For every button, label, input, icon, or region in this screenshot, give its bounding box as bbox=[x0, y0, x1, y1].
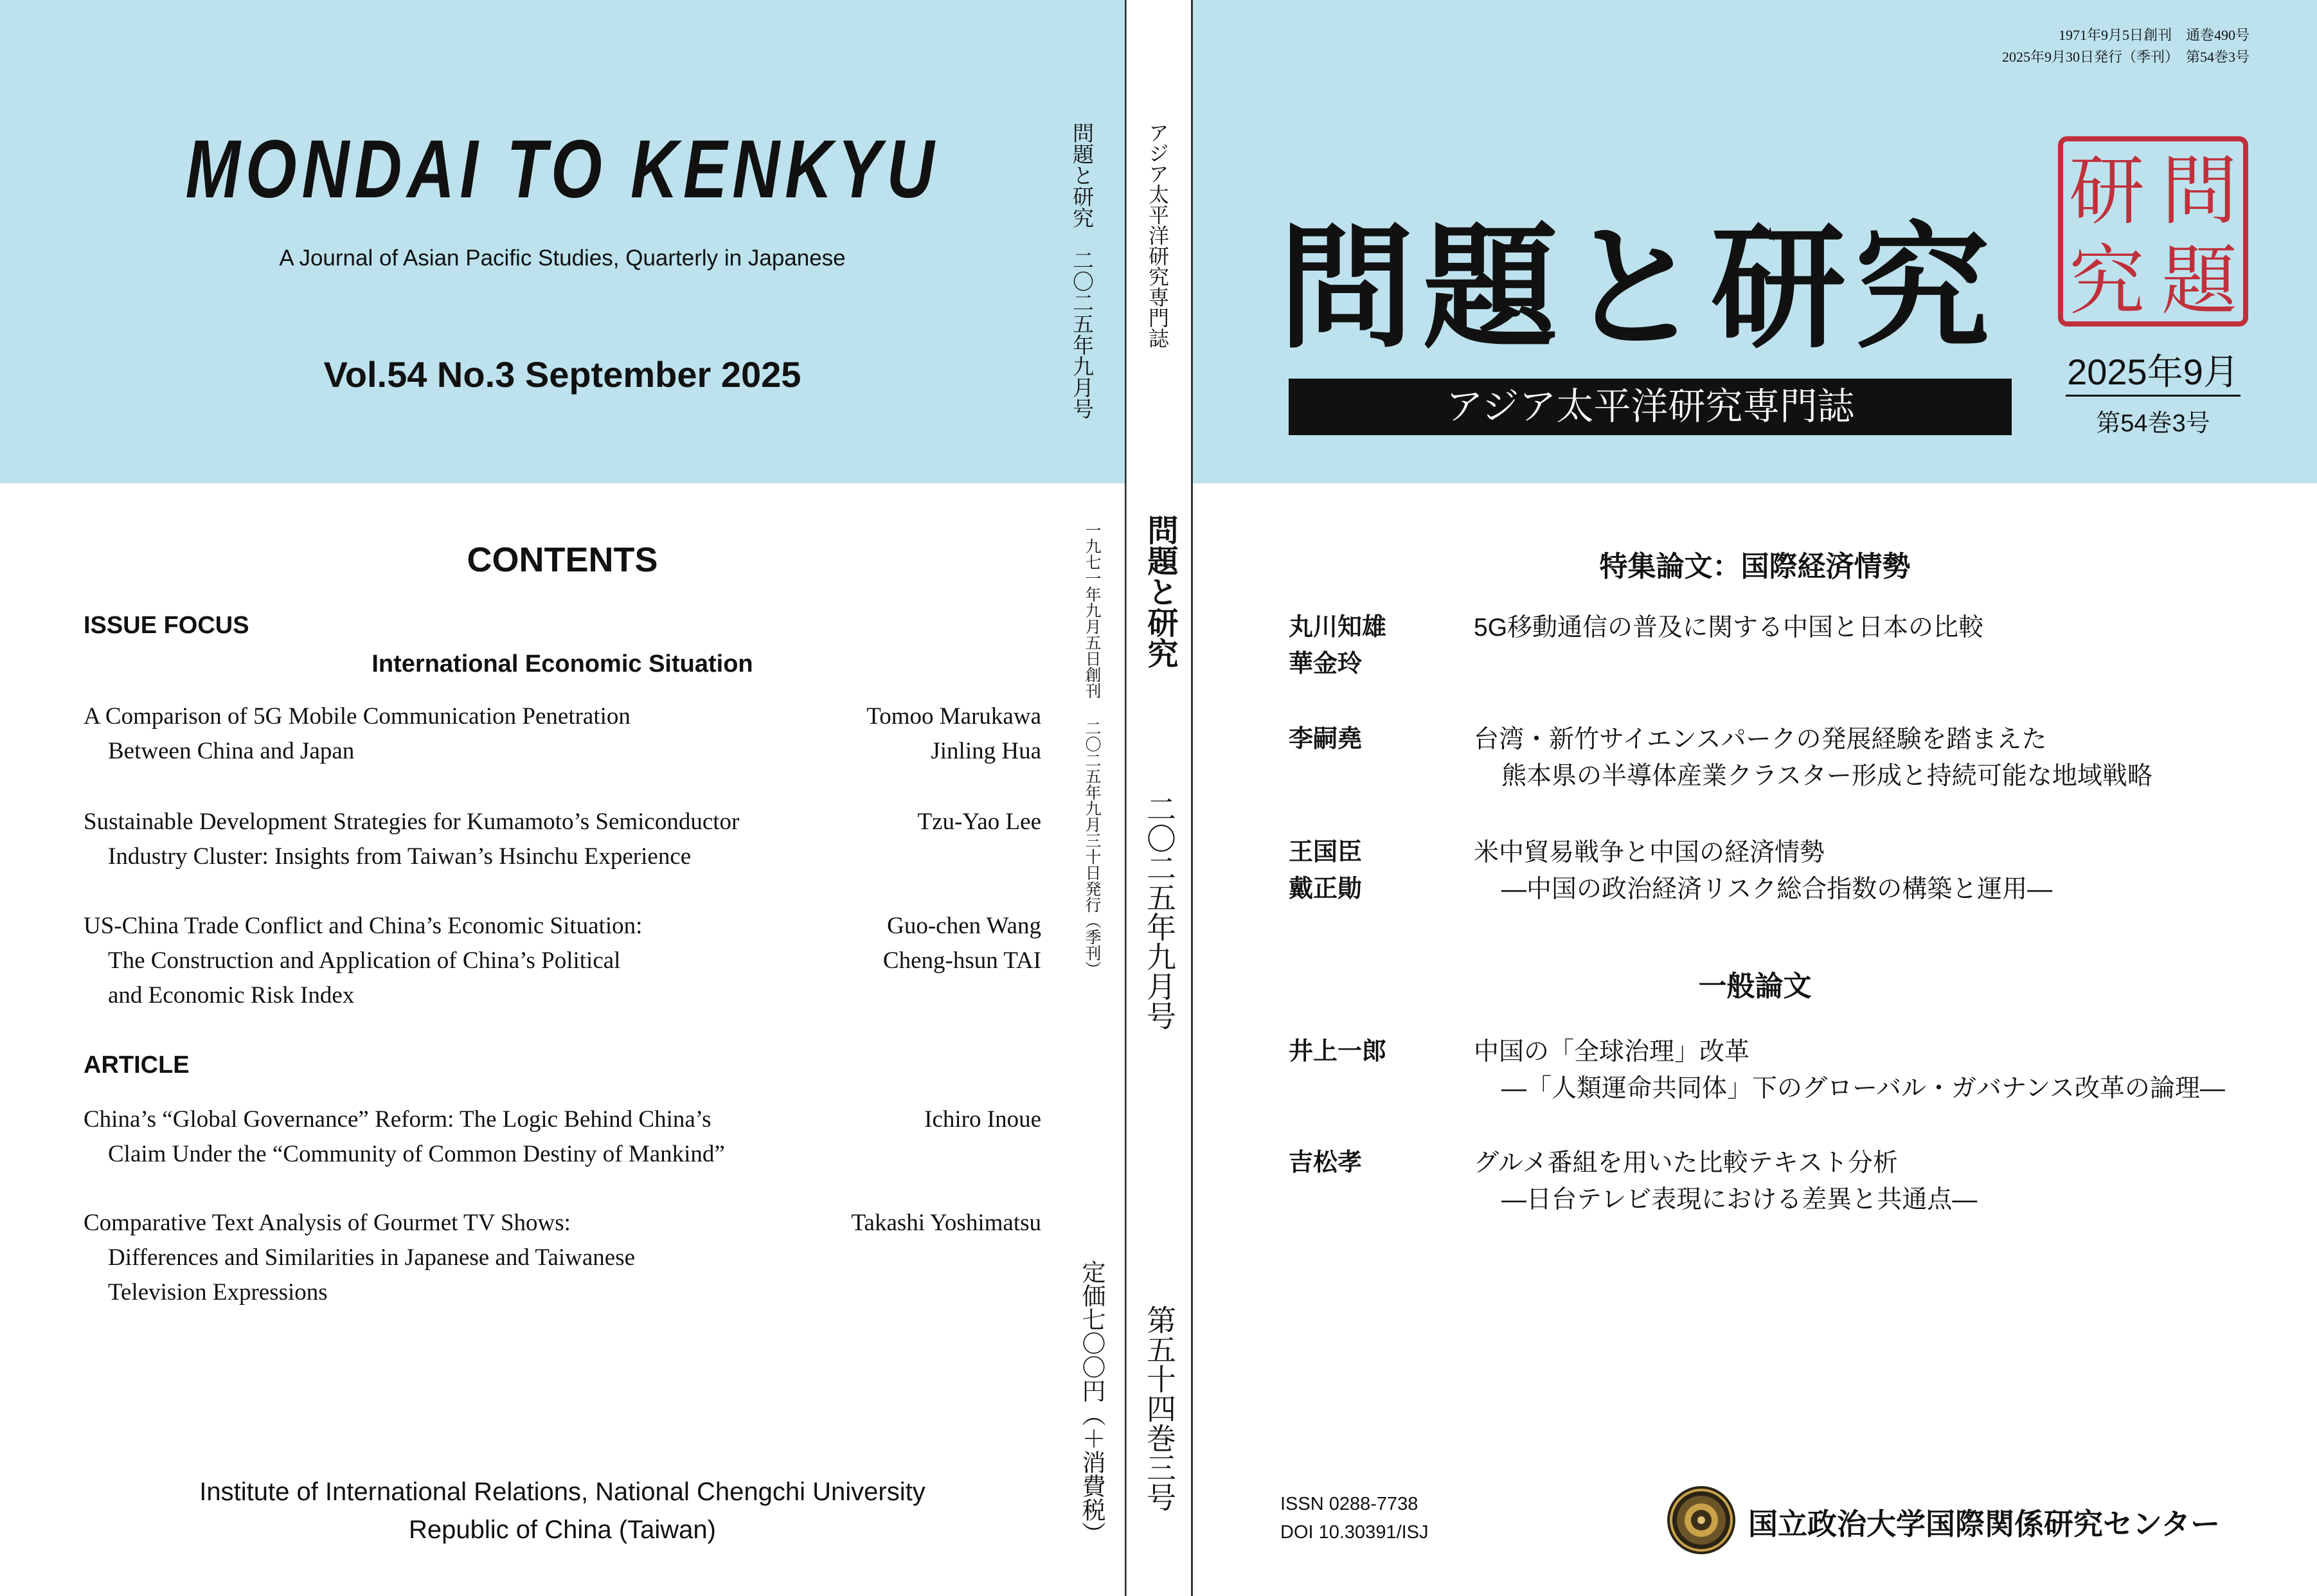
publisher bbox=[0, 1473, 1125, 1549]
toc-title-line: Claim Under the “Community of Common Destiny of Mankind” bbox=[108, 1141, 725, 1167]
publisher-line: Institute of International Relations, National Chengchi University bbox=[199, 1478, 926, 1506]
spine-title: 問題と研究 bbox=[1143, 514, 1177, 668]
spine-price: 定価七〇〇円（＋消費税） bbox=[1078, 1260, 1104, 1545]
toc-title-line: and Economic Risk Index bbox=[108, 982, 355, 1009]
toc-entry-title bbox=[84, 1102, 874, 1172]
toc-entry-title bbox=[84, 909, 874, 1013]
article-title-line: ―日台テレビ表現における差異と共通点― bbox=[1501, 1186, 1978, 1214]
issn: ISSN 0288-7738 bbox=[1280, 1494, 1418, 1514]
spine-date: 二〇二五年九月号 bbox=[1143, 794, 1176, 1030]
toc-entry-title bbox=[84, 1206, 874, 1310]
institute-name: 国立政治大学国際関係研究センター bbox=[1748, 1507, 2221, 1541]
article-authors bbox=[1289, 1145, 1362, 1181]
article-title-line: グルメ番組を用いた比較テキスト分析 bbox=[1474, 1149, 1898, 1177]
toc-author: Tzu-Yao Lee bbox=[917, 809, 1041, 835]
spine-published: 二〇二五年九月三十日発行（季刊） bbox=[1083, 720, 1100, 977]
article-title-line: 中国の「全球治理」改革 bbox=[1474, 1038, 1750, 1066]
author-name: 戴正勛 bbox=[1289, 875, 1363, 902]
toc-title-line: US-China Trade Conflict and China’s Economic Situation: bbox=[84, 913, 643, 939]
article-title-line: ―「人類運命共同体」下のグローバル・ガバナンス改革の論理― bbox=[1501, 1075, 2225, 1102]
toc-title-line: Differences and Similarities in Japanese and Taiwanese bbox=[108, 1244, 636, 1271]
toc-author: Ichiro Inoue bbox=[924, 1106, 1041, 1133]
seal-char: 研 bbox=[2068, 147, 2145, 235]
back-fold-shadow bbox=[1126, 0, 1127, 1596]
toc-title-line: Industry Cluster: Insights from Taiwan’s Hsinchu Experience bbox=[108, 843, 692, 870]
article-label: ARTICLE bbox=[84, 1052, 190, 1079]
issue-focus-label: ISSUE FOCUS bbox=[84, 612, 249, 639]
issue-focus-theme: International Economic Situation bbox=[371, 650, 753, 677]
toc-title-line: Television Expressions bbox=[108, 1279, 328, 1305]
author-name: 吉松孝 bbox=[1289, 1149, 1363, 1176]
toc-title-line: China’s “Global Governance” Reform: The Logic Behind China’s bbox=[84, 1106, 711, 1133]
toc-entry-authors bbox=[924, 1102, 1041, 1137]
article-title-line: 熊本県の半導体産業クラスター形成と持続可能な地域戦略 bbox=[1501, 762, 2152, 790]
publication-note-line: 1971年9月5日創刊 通巻490号 bbox=[2058, 27, 2250, 43]
university-emblem-icon bbox=[1666, 1485, 1737, 1556]
article-title bbox=[1474, 721, 2152, 794]
article-title-line: ―中国の政治経済リスク総合指数の構築と運用― bbox=[1501, 875, 2053, 903]
article-title-line: 米中貿易戦争と中国の経済情勢 bbox=[1474, 839, 1825, 866]
issue-date: 2025年9月 bbox=[2067, 352, 2239, 392]
seal-char: 究 bbox=[2068, 237, 2145, 325]
toc-title-line: A Comparison of 5G Mobile Communication Penetration bbox=[84, 703, 631, 730]
author-name: 丸川知雄 bbox=[1289, 614, 1387, 641]
identifiers bbox=[1280, 1490, 1429, 1547]
seal-stamp-icon bbox=[2057, 135, 2250, 328]
doi: DOI 10.30391/ISJ bbox=[1280, 1522, 1429, 1543]
publication-note bbox=[1735, 24, 2250, 68]
article-title-line: 台湾・新竹サイエンスパークの発展経験を踏まえた bbox=[1474, 726, 2047, 753]
toc-entry-authors bbox=[866, 699, 1041, 769]
toc-title-line: Sustainable Development Strategies for Kumamoto’s Semiconductor bbox=[84, 809, 740, 835]
toc-author: Guo-chen Wang bbox=[887, 913, 1041, 939]
toc-title-line: Comparative Text Analysis of Gourmet TV Shows: bbox=[84, 1210, 571, 1236]
toc-author: Jinling Hua bbox=[931, 738, 1041, 764]
author-name: 華金玲 bbox=[1289, 650, 1363, 677]
toc-entry-title bbox=[84, 699, 874, 769]
date-divider bbox=[2066, 395, 2241, 397]
general-section-heading: 一般論文 bbox=[1698, 971, 1812, 1002]
article-authors bbox=[1289, 721, 1362, 758]
seal-char: 問 bbox=[2161, 147, 2238, 235]
special-section-heading: 特集論文：国際経済情勢 bbox=[1599, 551, 1911, 582]
english-title: MONDAI TO KENKYU bbox=[185, 123, 940, 215]
english-subtitle: A Journal of Asian Pacific Studies, Quarterly in Japanese bbox=[279, 246, 846, 271]
toc-author: Tomoo Marukawa bbox=[866, 703, 1041, 730]
toc-title-line: Between China and Japan bbox=[108, 738, 355, 764]
article-title bbox=[1474, 609, 1983, 646]
article-authors bbox=[1289, 834, 1362, 908]
spine-founded: 一九七一年九月五日創刊 bbox=[1083, 522, 1100, 699]
back-cover-header-band bbox=[0, 0, 1125, 483]
contents-title: CONTENTS bbox=[467, 541, 658, 579]
article-authors bbox=[1289, 1034, 1386, 1070]
toc-author: Cheng-hsun TAI bbox=[882, 947, 1041, 974]
publisher-line: Republic of China (Taiwan) bbox=[408, 1516, 716, 1544]
japanese-title: 問題と研究 bbox=[1279, 215, 1999, 364]
article-title bbox=[1474, 1034, 2225, 1107]
toc-author: Takashi Yoshimatsu bbox=[851, 1210, 1041, 1236]
spine-volume: 第五十四巻三号 bbox=[1143, 1305, 1176, 1512]
toc-entry-authors bbox=[883, 909, 1041, 978]
japanese-subtitle: アジア太平洋研究専門誌 bbox=[1289, 379, 2012, 435]
article-title bbox=[1474, 1145, 1977, 1218]
spine-title-date-small: 問題と研究 二〇二五年九月号 bbox=[1070, 122, 1094, 419]
author-name: 井上一郎 bbox=[1289, 1038, 1387, 1065]
article-authors bbox=[1289, 609, 1386, 683]
english-volume: Vol.54 No.3 September 2025 bbox=[323, 354, 801, 395]
publication-note-line: 2025年9月30日発行（季刊） 第54巻3号 bbox=[2001, 49, 2250, 65]
toc-entry-title bbox=[84, 805, 874, 874]
author-name: 李嗣堯 bbox=[1289, 726, 1363, 753]
issue-number: 第54巻3号 bbox=[2096, 410, 2210, 437]
toc-title-line: The Construction and Application of China’s Political bbox=[108, 947, 621, 974]
author-name: 王国臣 bbox=[1289, 839, 1363, 866]
toc-entry-authors bbox=[918, 805, 1041, 839]
spine-subtitle: アジア太平洋研究専門誌 bbox=[1146, 122, 1169, 348]
toc-entry-authors bbox=[852, 1206, 1042, 1241]
seal-char: 題 bbox=[2161, 237, 2238, 325]
article-title bbox=[1474, 834, 2052, 908]
article-title-line: 5G移動通信の普及に関する中国と日本の比較 bbox=[1474, 614, 1984, 641]
